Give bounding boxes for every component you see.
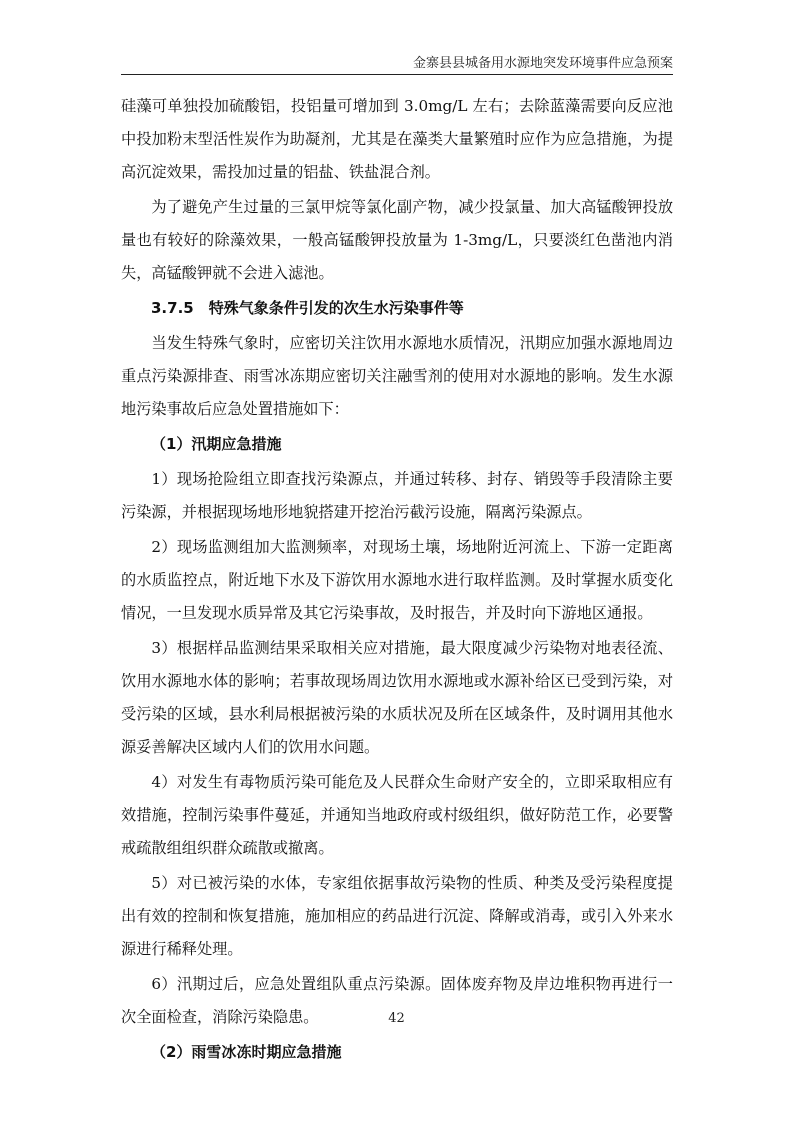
list-item: 2）现场监测组加大监测频率，对现场土壤，场地附近河流上、下游一定距离的水质监控点，附近地下水及下游饮用水源地水进行取样监测。及时掌握水质变化情况，一旦发现水质异常及其它污染事故，及时报告，并及时向下游地区通报。 bbox=[121, 538, 673, 622]
page-number: 42 bbox=[388, 1011, 405, 1026]
document-body bbox=[121, 90, 673, 1071]
paragraph: 为了避免产生过量的三氯甲烷等氯化副产物，减少投氯量、加大高锰酸钾投放量也有较好的除藻效果，一般高锰酸钾投放量为 1-3mg/L，只要淡红色凿池内消失，高锰酸钾就不会进入滤池。 bbox=[121, 198, 673, 282]
paragraph: 当发生特殊气象时，应密切关注饮用水源地水质情况，汛期应加强水源地周边重点污染源排查、雨雪冰冻期应密切关注融雪剂的使用对水源地的影响。发生水源地污染事故后应急处置措施如下： bbox=[121, 334, 673, 418]
list-item: 5）对已被污染的水体，专家组依据事故污染物的性质、种类及受污染程度提出有效的控制和恢复措施，施加相应的药品进行沉淀、降解或消毒，或引入外来水源进行稀释处理。 bbox=[121, 874, 673, 958]
paragraph: 硅藻可单独投加硫酸铝，投铝量可增加到 3.0mg/L 左右；去除蓝藻需要向反应池中投加粉末型活性炭作为助凝剂，尤其是在藻类大量繁殖时应作为应急措施，为提高沉淀效果，需投加过量的铝盐、铁盐混合剂。 bbox=[121, 97, 673, 181]
subsection-heading: （2）雨雪冰冻时期应急措施 bbox=[151, 1043, 342, 1061]
section-heading: 3.7.5 特殊气象条件引发的次生水污染事件等 bbox=[151, 299, 464, 317]
list-item: 3）根据样品监测结果采取相关应对措施，最大限度减少污染物对地表径流、饮用水源地水体的影响；若事故现场周边饮用水源地或水源补给区已受到污染，对受污染的区域，县水利局根据被污染的水质状况及所在区域条件，及时调用其他水源妥善解决区域内人们的饮用水问题。 bbox=[121, 639, 673, 756]
header-rule bbox=[121, 74, 673, 75]
page-header: 金寨县县城备用水源地突发环境事件应急预案 bbox=[412, 56, 673, 71]
list-item: 4）对发生有毒物质污染可能危及人民群众生命财产安全的，立即采取相应有效措施，控制污染事件蔓延，并通知当地政府或村级组织，做好防范工作，必要警戒疏散组组织群众疏散或撤离。 bbox=[121, 773, 673, 857]
list-item: 6）汛期过后，应急处置组队重点污染源。固体废弃物及岸边堆积物再进行一次全面检查，消除污染隐患。 bbox=[121, 975, 673, 1026]
subsection-heading: （1）汛期应急措施 bbox=[151, 435, 282, 453]
list-item: 1）现场抢险组立即查找污染源点，并通过转移、封存、销毁等手段清除主要污染源，并根据现场地形地貌搭建开挖治污截污设施，隔离污染源点。 bbox=[121, 470, 673, 521]
